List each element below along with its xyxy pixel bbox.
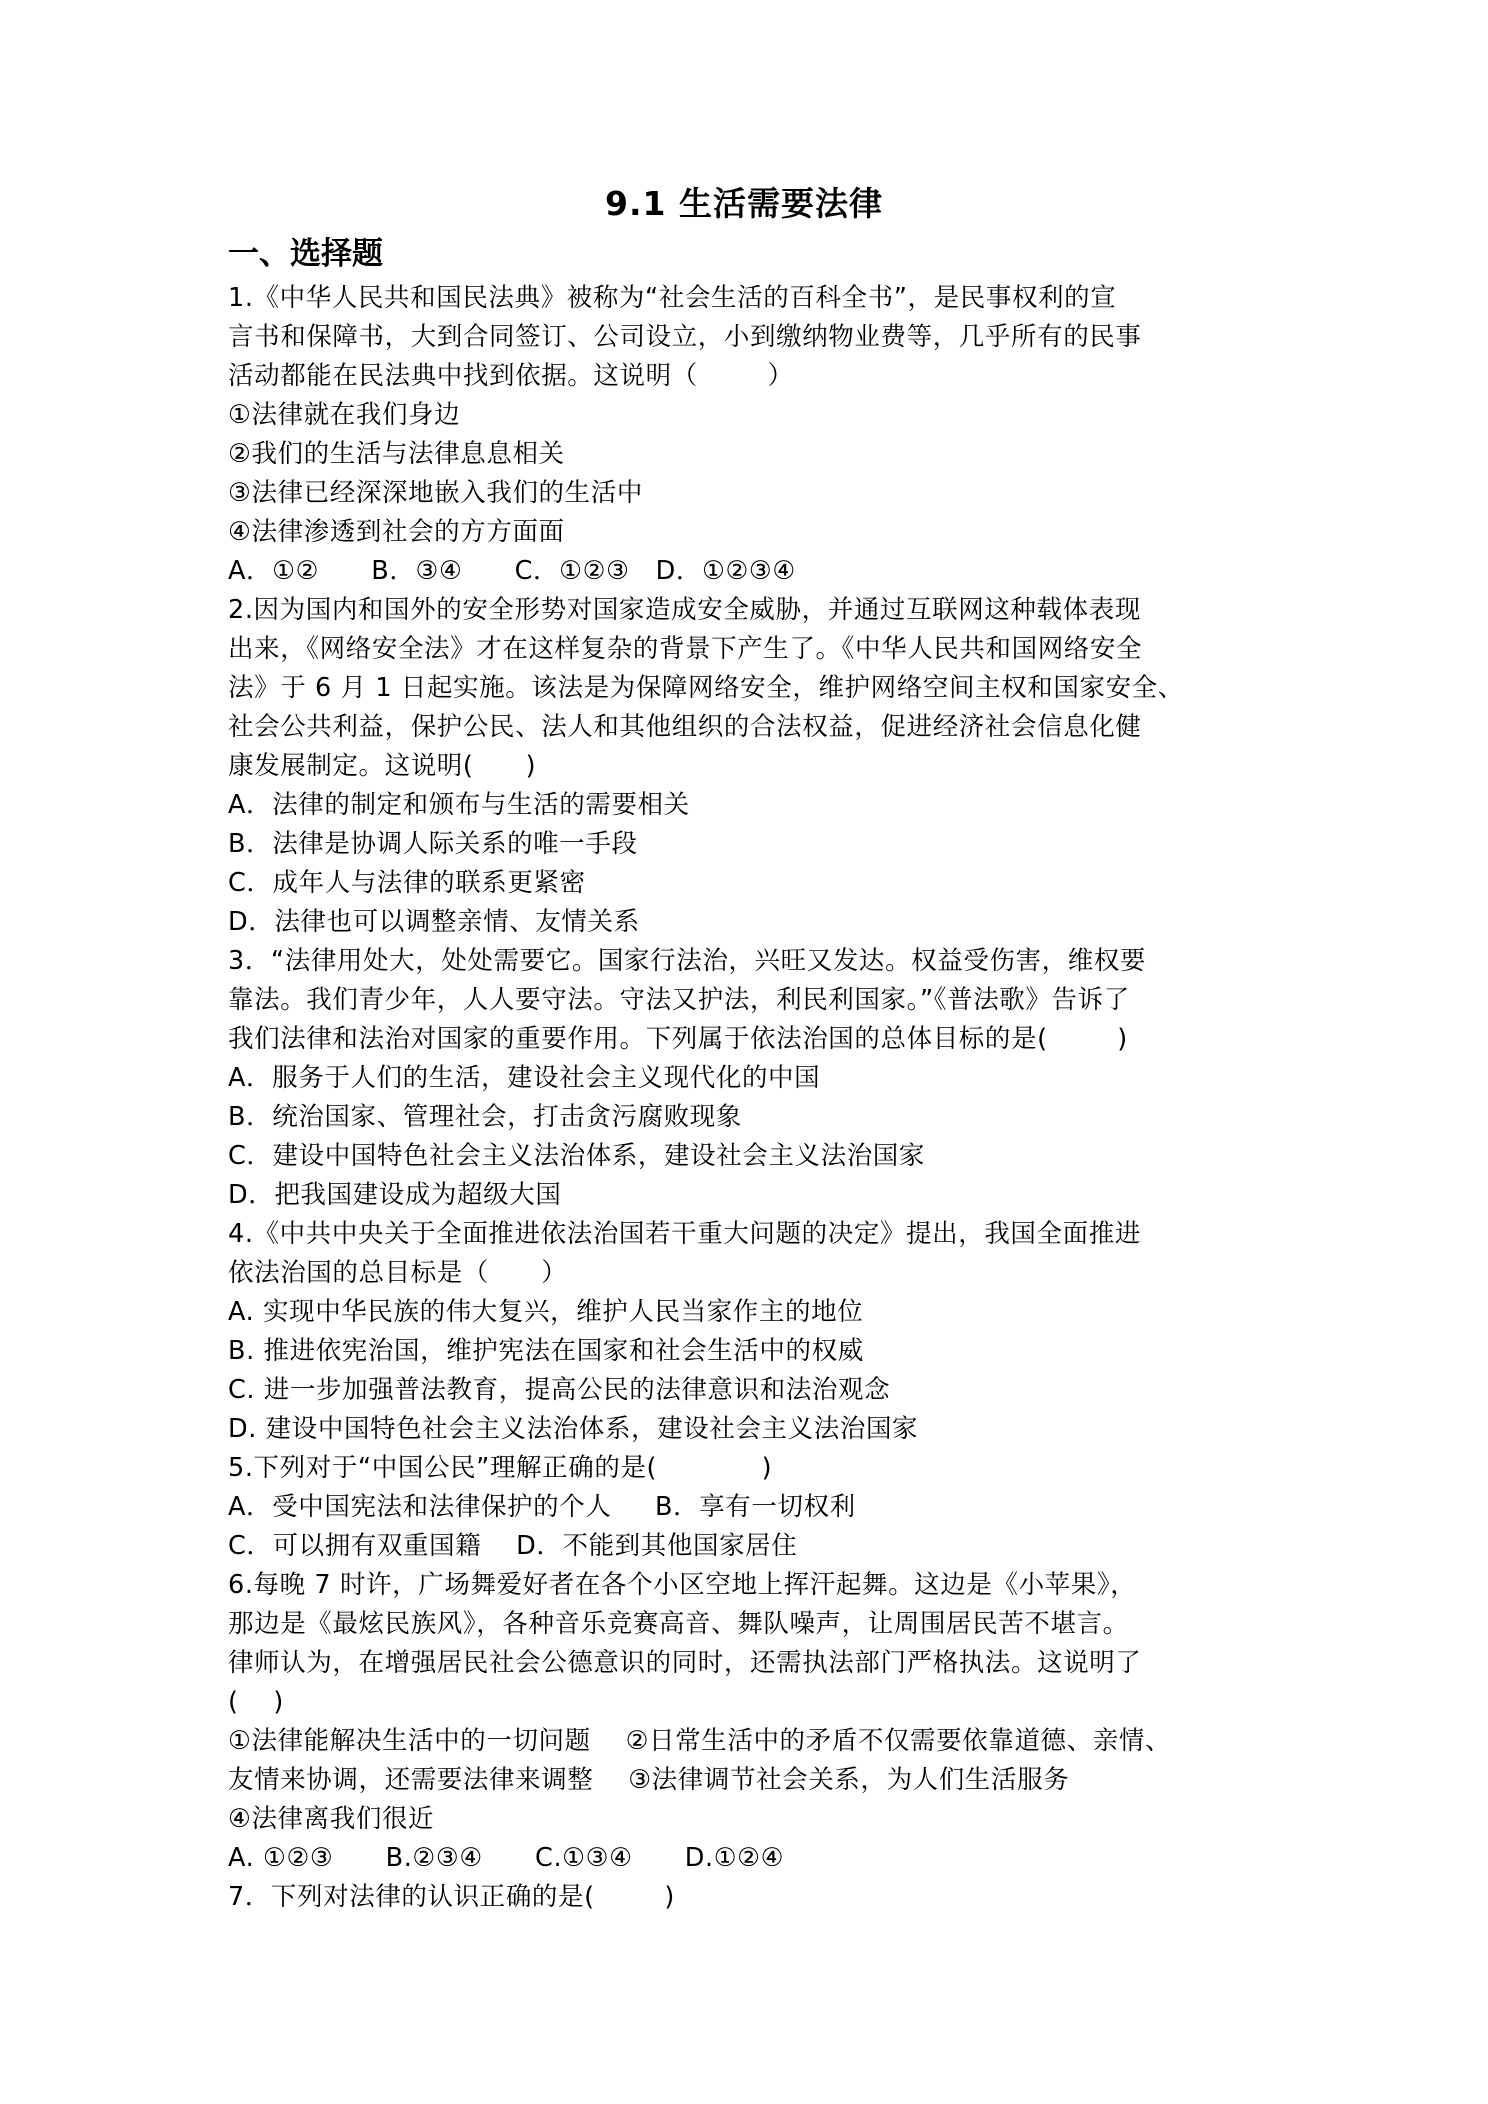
- question-body: [228, 279, 1388, 1917]
- text-line: 1.《中华人民共和国民法典》被称为“社会生活的百科全书”，是民事权利的宣: [228, 283, 1117, 313]
- text-line: 4.《中共中央关于全面推进依法治国若干重大问题的决定》提出，我国全面推进: [228, 1219, 1141, 1249]
- text-line: B．法律是协调人际关系的唯一手段: [228, 829, 638, 859]
- text-line: 7．下列对法律的认识正确的是( ): [228, 1882, 675, 1912]
- text-line: 出来，《网络安全法》才在这样复杂的背景下产生了。《中华人民共和国网络安全: [228, 634, 1143, 664]
- text-line: ①法律就在我们身边: [228, 400, 461, 430]
- section-heading: 一、选择题: [228, 236, 383, 272]
- text-line: ②我们的生活与法律息息相关: [228, 439, 565, 469]
- text-line: 靠法。我们青少年，人人要守法。守法又护法，利民利国家。”《普法歌》告诉了: [228, 985, 1130, 1015]
- text-line: A. 实现中华民族的伟大复兴，维护人民当家作主的地位: [228, 1297, 864, 1327]
- text-line: 友情来协调，还需要法律来调整 ③法律调节社会关系，为人们生活服务: [228, 1765, 1070, 1795]
- text-line: ①法律能解决生活中的一切问题 ②日常生活中的矛盾不仅需要依靠道德、亲情、: [228, 1726, 1172, 1756]
- text-line: 法》于 6 月 1 日起实施。该法是为保障网络安全，维护网络空间主权和国家安全、: [228, 673, 1184, 703]
- text-line: D．法律也可以调整亲情、友情关系: [228, 907, 640, 937]
- text-line: C. 进一步加强普法教育，提高公民的法律意识和法治观念: [228, 1375, 891, 1405]
- text-line: 康发展制定。这说明( ): [228, 751, 537, 781]
- text-line: ④法律渗透到社会的方方面面: [228, 517, 565, 547]
- text-line: 那边是《最炫民族风》，各种音乐竞赛高音、舞队噪声，让周围居民苦不堪言。: [228, 1609, 1129, 1639]
- text-line: A．法律的制定和颁布与生活的需要相关: [228, 790, 690, 820]
- page-title: 9.1 生活需要法律: [605, 184, 883, 223]
- text-line: D. 建设中国特色社会主义法治体系，建设社会主义法治国家: [228, 1414, 919, 1444]
- text-line: 3．“法律用处大，处处需要它。国家行法治，兴旺又发达。权益受伤害，维权要: [228, 946, 1147, 976]
- text-line: 活动都能在民法典中找到依据。这说明（ ）: [228, 361, 794, 391]
- text-line: A．受中国宪法和法律保护的个人 B．享有一切权利: [228, 1492, 856, 1522]
- text-line: 6.每晚 7 时许，广场舞爱好者在各个小区空地上挥汗起舞。这边是《小苹果》，: [228, 1570, 1137, 1600]
- text-line: 社会公共利益，保护公民、法人和其他组织的合法权益，促进经济社会信息化健: [228, 712, 1142, 742]
- text-line: 言书和保障书，大到合同签订、公司设立，小到缴纳物业费等，几乎所有的民事: [228, 322, 1142, 352]
- text-line: ③法律已经深深地嵌入我们的生活中: [228, 478, 643, 508]
- text-line: A．服务于人们的生活，建设社会主义现代化的中国: [228, 1063, 821, 1093]
- text-line: A．①② B．③④ C．①②③ D．①②③④: [228, 556, 796, 586]
- text-line: ④法律离我们很近: [228, 1804, 435, 1834]
- text-line: C．建设中国特色社会主义法治体系，建设社会主义法治国家: [228, 1141, 926, 1171]
- text-line: B. 推进依宪治国，维护宪法在国家和社会生活中的权威: [228, 1336, 864, 1366]
- text-line: B．统治国家、管理社会，打击贪污腐败现象: [228, 1102, 742, 1132]
- text-line: 2.因为国内和国外的安全形势对国家造成安全威胁，并通过互联网这种载体表现: [228, 595, 1141, 625]
- text-line: 5.下列对于“中国公民”理解正确的是( ): [228, 1453, 773, 1483]
- text-line: D．把我国建设成为超级大国: [228, 1180, 562, 1210]
- text-line: C．可以拥有双重国籍 D．不能到其他国家居住: [228, 1531, 798, 1561]
- text-line: 我们法律和法治对国家的重要作用。下列属于依法治国的总体目标的是( ): [228, 1024, 1128, 1054]
- text-line: 律师认为，在增强居民社会公德意识的同时，还需执法部门严格执法。这说明了: [228, 1648, 1142, 1678]
- text-line: 依法治国的总目标是（ ）: [228, 1258, 568, 1288]
- text-line: C．成年人与法律的联系更紧密: [228, 868, 586, 898]
- text-line: A. ①②③ B.②③④ C.①③④ D.①②④: [228, 1843, 785, 1873]
- text-line: ( ): [228, 1687, 284, 1717]
